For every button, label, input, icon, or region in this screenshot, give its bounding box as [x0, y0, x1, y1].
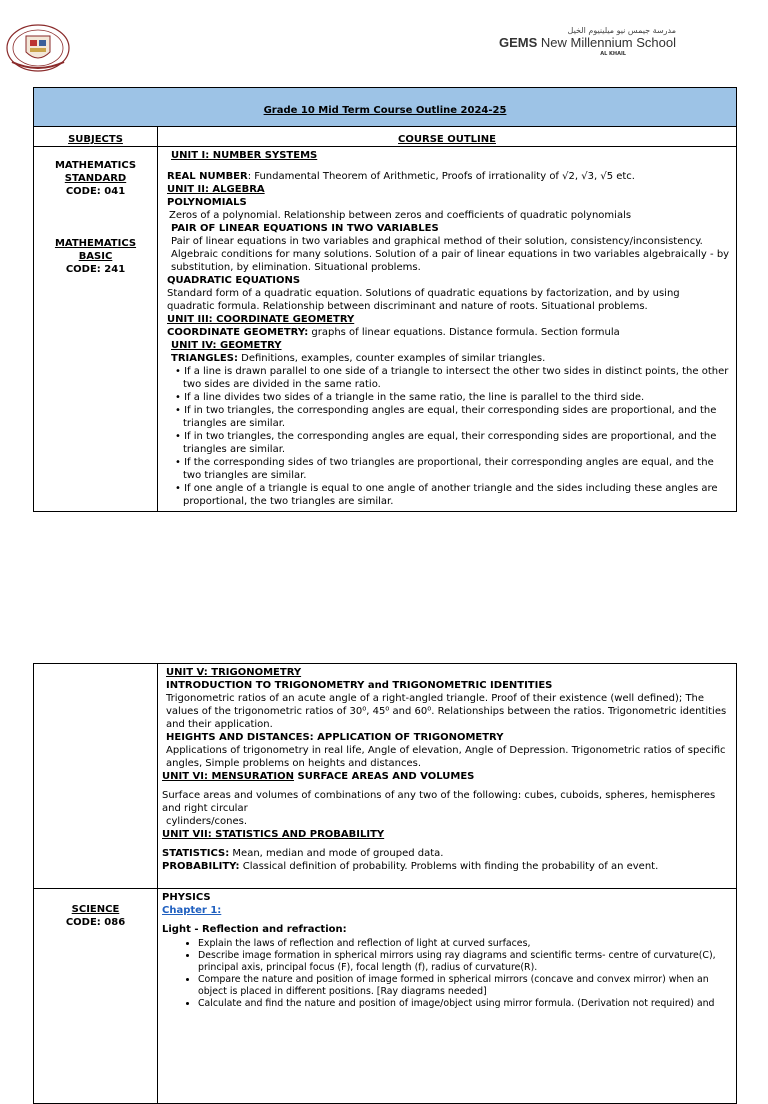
unit-3-heading: UNIT III: COORDINATE GEOMETRY	[167, 314, 355, 325]
coordinate-label: COORDINATE GEOMETRY:	[167, 327, 309, 338]
real-number-label: REAL NUMBER	[167, 171, 248, 182]
mensuration-text-2: cylinders/cones.	[166, 816, 247, 827]
list-item: • If a line is drawn parallel to one side of a triangle to intersect the other two sides in distinct points, the other two sides are divided in the same ratio.	[175, 366, 729, 390]
chapter-1-link[interactable]: Chapter 1:	[162, 905, 222, 916]
maths-basic-code: CODE: 241	[65, 264, 126, 275]
probability-label: PROBABILITY:	[162, 861, 240, 872]
school-name	[499, 35, 676, 50]
science-subject-cell	[34, 889, 158, 1104]
school-name-block	[499, 26, 676, 57]
maths-continued-row	[34, 664, 737, 889]
triangles-line	[167, 352, 730, 365]
maths-standard-label: STANDARD	[64, 173, 127, 184]
trigonometry-text: Trigonometric ratios of an acute angle of a right-angled triangle. Proof of their existence (well defined); The values of the trigonometric ratios of 30⁰, 45⁰ and 60⁰. Relationships between the ratios. Trigonometric identities and their application.	[166, 693, 727, 730]
science-code: CODE: 086	[65, 917, 126, 928]
maths-standard-title: MATHEMATICS	[54, 160, 137, 171]
list-item: • If the corresponding sides of two triangles are proportional, their corresponding angles are equal, and the two triangles are similar.	[175, 457, 714, 481]
pair-linear-text: Pair of linear equations in two variables and graphical method of their solution, consistency/inconsistency. Algebraic conditions for many solutions. Solution of a pair of linear equations in two variables algebraically - by substitution, by elimination. Situational problems.	[171, 236, 730, 273]
list-item: • If in two triangles, the corresponding angles are equal, their corresponding sides are proportional, and the triangles are similar.	[175, 405, 717, 429]
maths-standard-code: CODE: 041	[65, 186, 126, 197]
quadratic-text: Standard form of a quadratic equation. Solutions of quadratic equations by factorization, and by using quadratic formula. Relationship between discriminant and nature of roots. Situational problems.	[167, 288, 680, 312]
science-bullet-list	[162, 938, 730, 1010]
statistics-text: Mean, median and mode of grouped data.	[229, 848, 444, 859]
polynomials-text: Zeros of a polynomial. Relationship between zeros and coefficients of quadratic polynomials	[169, 210, 632, 221]
course-outline-header: COURSE OUTLINE	[398, 134, 496, 145]
probability-line	[162, 860, 730, 873]
heights-distances-text: Applications of trigonometry in real life, Angle of elevation, Angle of Depression. Trigonometric ratios of specific angles, Simple problems on heights and distances.	[166, 745, 726, 769]
probability-text: Classical definition of probability. Problems with finding the probability of an event.	[239, 861, 659, 872]
title-row	[34, 88, 737, 127]
unit-6-label: UNIT VI: MENSURATION	[162, 771, 295, 782]
list-item: • If a line divides two sides of a triangle in the same ratio, the line is parallel to the third side.	[175, 392, 645, 403]
trigonometry-heading: INTRODUCTION TO TRIGONOMETRY and TRIGONOMETRIC IDENTITIES	[166, 680, 553, 691]
header-row	[34, 127, 737, 147]
polynomials-heading: POLYNOMIALS	[167, 197, 247, 208]
physics-heading: PHYSICS	[162, 892, 211, 903]
maths-row	[34, 147, 737, 512]
maths-outline-cell	[158, 147, 737, 512]
mensuration-text: Surface areas and volumes of combinations of any two of the following: cubes, cuboids, spheres, hemispheres and right circular	[162, 790, 716, 814]
course-outline-table-1	[33, 87, 737, 512]
empty-subject-cell	[34, 664, 158, 889]
course-outline-table-2	[33, 663, 737, 1104]
subjects-header: SUBJECTS	[68, 134, 123, 145]
statistics-label: STATISTICS:	[162, 848, 230, 859]
real-number-line	[167, 170, 730, 183]
school-crest-logo	[4, 22, 72, 74]
school-location: AL KHAIL	[600, 51, 626, 57]
list-item: • If one angle of a triangle is equal to one angle of another triangle and the sides including these angles are proportional, the two triangles are similar.	[175, 483, 718, 507]
heights-distances-heading: HEIGHTS AND DISTANCES: APPLICATION OF TRIGONOMETRY	[166, 732, 504, 743]
science-outline-cell	[158, 889, 737, 1104]
triangles-label: TRIANGLES:	[171, 353, 238, 364]
triangles-text: Definitions, examples, counter examples of similar triangles.	[237, 353, 546, 364]
unit-4-heading: UNIT IV: GEOMETRY	[171, 340, 282, 351]
unit-7-heading: UNIT VII: STATISTICS AND PROBABILITY	[162, 829, 385, 840]
statistics-line	[162, 847, 730, 860]
coordinate-text: graphs of linear equations. Distance formula. Section formula	[308, 327, 620, 338]
maths-basic-label: BASIC	[78, 251, 113, 262]
list-item: • Describe image formation in spherical mirrors using ray diagrams and scientific terms- centre of curvature(C), principal axis, principal focus (F), focal length (f), radius of curvature(R).	[198, 950, 730, 974]
list-item: • Explain the laws of reflection and reflection of light at curved surfaces,	[198, 938, 730, 950]
unit-5-heading: UNIT V: TRIGONOMETRY	[166, 667, 302, 678]
school-name-brand: GEMS	[498, 35, 538, 50]
coordinate-line	[167, 326, 730, 339]
unit-6-heading	[162, 770, 730, 783]
list-item: • If in two triangles, the corresponding angles are equal, their corresponding sides are proportional, and the triangles are similar.	[175, 431, 717, 455]
unit-1-heading: UNIT I: NUMBER SYSTEMS	[171, 150, 318, 161]
unit-2-heading: UNIT II: ALGEBRA	[167, 184, 265, 195]
quadratic-heading: QUADRATIC EQUATIONS	[167, 275, 301, 286]
maths-continued-cell	[158, 664, 737, 889]
list-item: • Calculate and find the nature and position of image/object using mirror formula. (Derivation not required) and	[198, 998, 730, 1010]
science-row	[34, 889, 737, 1104]
pair-linear-heading: PAIR OF LINEAR EQUATIONS IN TWO VARIABLES	[171, 223, 439, 234]
maths-subject-cell	[34, 147, 158, 512]
light-heading: Light - Reflection and refraction:	[162, 924, 347, 935]
science-title: SCIENCE	[71, 904, 120, 915]
unit-6-rest: SURFACE AREAS AND VOLUMES	[294, 771, 475, 782]
school-name-rest: New Millennium School	[537, 35, 676, 50]
list-item: • Compare the nature and position of image formed in spherical mirrors (concave and convex mirror) when an object is placed in different positions. [Ray diagrams needed]	[198, 974, 730, 998]
school-name-arabic: مدرسة جيمس نيو ميلينيوم الخيل	[567, 26, 676, 35]
maths-basic-title: MATHEMATICS	[54, 238, 137, 249]
table-title: Grade 10 Mid Term Course Outline 2024-25	[263, 104, 507, 116]
real-number-text: : Fundamental Theorem of Arithmetic, Proofs of irrationality of √2, √3, √5 etc.	[247, 171, 635, 182]
